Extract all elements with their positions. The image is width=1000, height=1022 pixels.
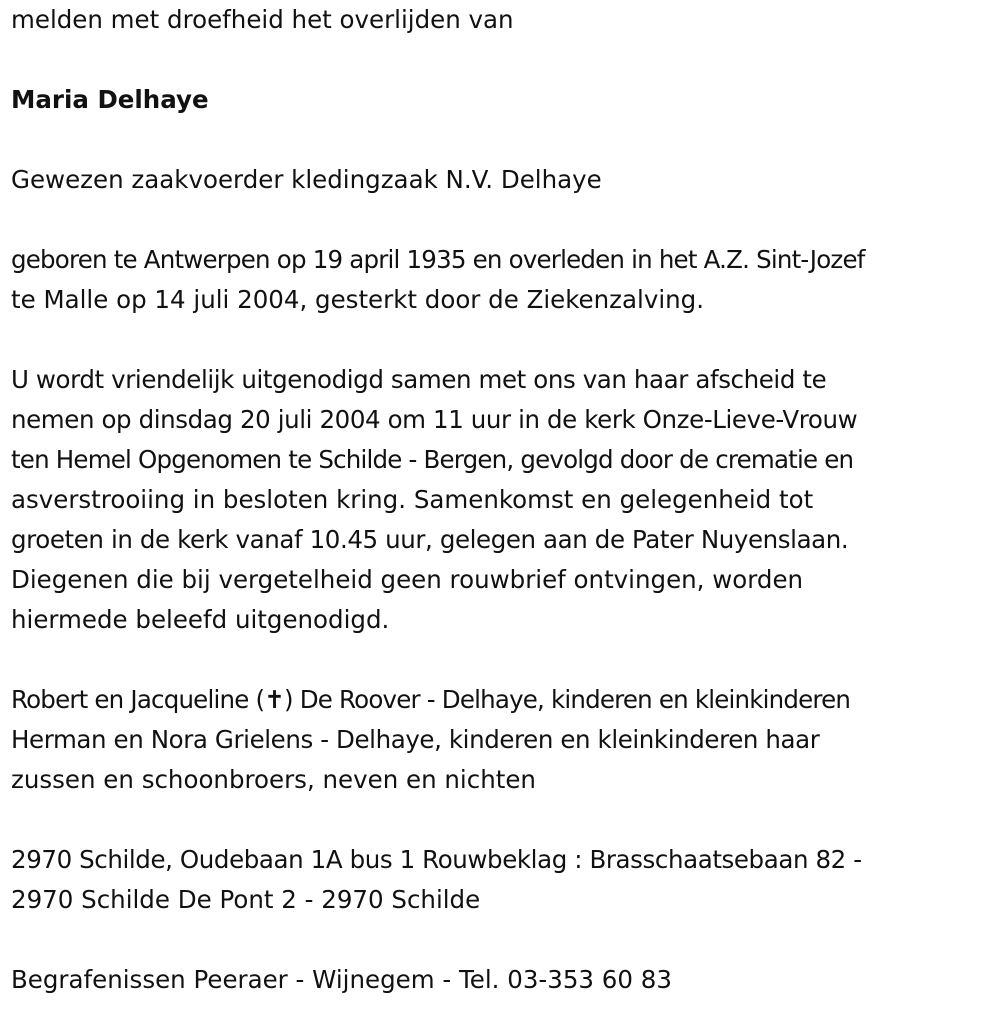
family-line: zussen en schoonbroers, neven en nichten (11, 765, 536, 794)
birth-death-paragraph (11, 240, 996, 320)
funeral-home-contact: Begrafenissen Peeraer - Wijnegem - Tel. 03-353 60 83 (11, 965, 672, 994)
family-line: Robert en Jacqueline (✝) De Roover - Delhaye, kinderen en kleinkinderen (11, 685, 851, 714)
invitation-line: nemen op dinsdag 20 juli 2004 om 11 uur in de kerk Onze-Lieve-Vrouw (11, 405, 858, 434)
invitation-line: Diegenen die bij vergetelheid geen rouwbrief ontvingen, worden (11, 565, 804, 594)
spacer (11, 40, 996, 80)
address-line: 2970 Schilde, Oudebaan 1A bus 1 Rouwbeklag : Brasschaatsebaan 82 - (11, 845, 862, 874)
address-line: 2970 Schilde De Pont 2 - 2970 Schilde (11, 885, 481, 914)
invitation-line: hiermede beleefd uitgenodigd. (11, 605, 390, 634)
obituary-notice (11, 0, 996, 1000)
intro-text: melden met droefheid het overlijden van (11, 5, 514, 34)
spacer (11, 120, 996, 160)
spacer (11, 920, 996, 960)
invitation-line: asverstrooiing in besloten kring. Samenkomst en gelegenheid tot (11, 485, 814, 514)
invitation-paragraph (11, 360, 996, 640)
spacer (11, 800, 996, 840)
birth-death-line: geboren te Antwerpen op 19 april 1935 en overleden in het A.Z. Sint-Jozef (11, 245, 865, 274)
address-paragraph (11, 840, 996, 920)
invitation-line: groeten in de kerk vanaf 10.45 uur, gelegen aan de Pater Nuyenslaan. (11, 525, 849, 554)
birth-death-line: te Malle op 14 juli 2004, gesterkt door de Ziekenzalving. (11, 285, 705, 314)
deceased-name: Maria Delhaye (11, 85, 209, 114)
occupation-text: Gewezen zaakvoerder kledingzaak N.V. Delhaye (11, 165, 602, 194)
spacer (11, 320, 996, 360)
family-paragraph (11, 680, 996, 800)
invitation-line: ten Hemel Opgenomen te Schilde - Bergen, gevolgd door de crematie en (11, 445, 854, 474)
spacer (11, 640, 996, 680)
invitation-line: U wordt vriendelijk uitgenodigd samen met ons van haar afscheid te (11, 365, 827, 394)
family-line: Herman en Nora Grielens - Delhaye, kinderen en kleinkinderen haar (11, 725, 820, 754)
spacer (11, 200, 996, 240)
